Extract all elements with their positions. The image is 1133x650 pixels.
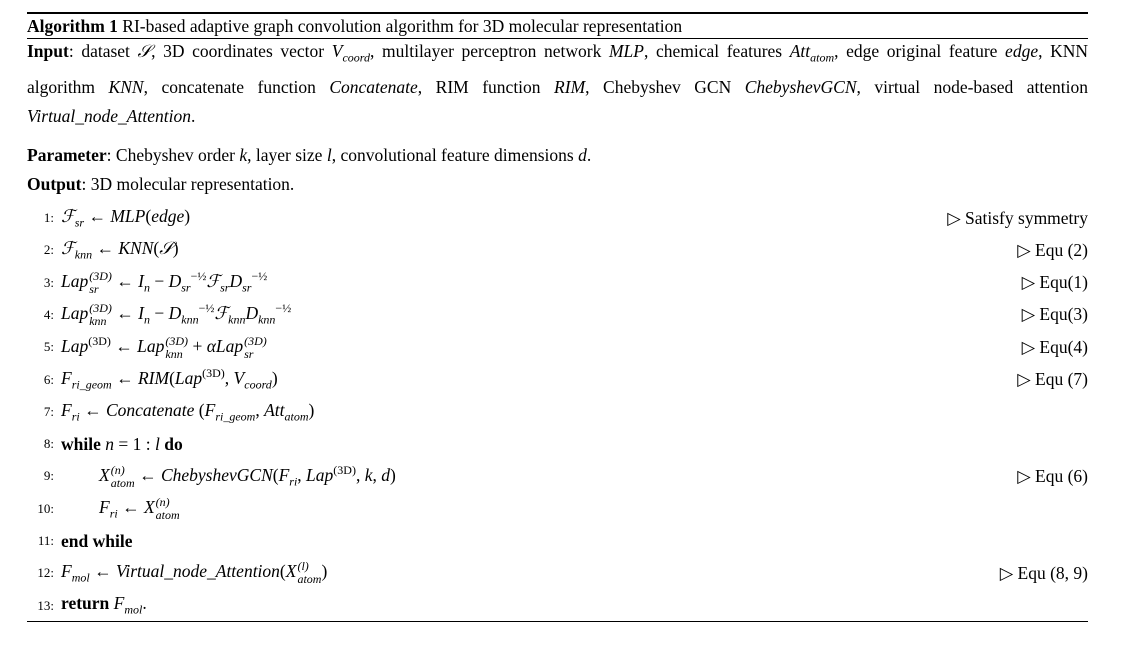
step-comment: ▷ Satisfy symmetry xyxy=(947,207,1088,228)
math-token: , Chebyshev GCN xyxy=(585,76,745,97)
math-token: F xyxy=(61,561,72,582)
subscript: n xyxy=(143,312,150,327)
subscript: ri_geom xyxy=(215,409,256,424)
math-token: , xyxy=(297,464,307,485)
algorithm-step xyxy=(27,202,1088,234)
top-rule xyxy=(27,12,1088,14)
algorithm-step xyxy=(27,525,1088,557)
step-expression xyxy=(61,434,1088,455)
sub-sup-stack xyxy=(156,496,180,522)
math-token: do xyxy=(164,433,183,454)
step-comment: ▷ Equ (6) xyxy=(1017,465,1088,486)
math-token: D xyxy=(229,271,243,292)
math-token: ( xyxy=(194,399,205,420)
algorithm-step xyxy=(27,460,1088,492)
superscript: (3D) xyxy=(333,462,356,477)
math-token: , xyxy=(224,368,234,389)
math-token: V xyxy=(233,368,245,389)
superscript: (3D) xyxy=(89,301,112,316)
subscript: knn xyxy=(228,312,246,327)
subscript: sr xyxy=(74,215,85,230)
math-token: k xyxy=(364,464,373,485)
math-token: Parameter xyxy=(27,145,107,165)
subscript: sr xyxy=(89,282,99,296)
superscript: (3D) xyxy=(89,269,112,283)
math-token: Att xyxy=(264,399,285,420)
superscript: −½ xyxy=(251,269,268,284)
subscript: sr xyxy=(244,346,254,361)
math-token: ← xyxy=(134,464,161,485)
math-token: : Chebyshev order xyxy=(106,145,240,165)
line-number: 3: xyxy=(43,274,54,290)
step-comment: ▷ Equ (8, 9) xyxy=(999,562,1088,583)
math-token: ( xyxy=(153,238,160,259)
algorithm-step xyxy=(27,493,1088,525)
math-token: Virtual_node_Attention xyxy=(27,105,191,126)
math-token: Lap xyxy=(174,368,203,389)
math-token: Lap xyxy=(61,335,89,356)
superscript: (3D) xyxy=(202,366,225,381)
math-token: − xyxy=(149,303,169,324)
math-token: Lap xyxy=(61,271,89,292)
math-token: 𝒮 xyxy=(159,238,173,259)
subscript: knn xyxy=(165,346,183,361)
math-token: D xyxy=(168,303,182,324)
subscript: knn xyxy=(74,247,93,262)
algorithm-step xyxy=(27,396,1088,428)
math-token: , KNN algorithm xyxy=(27,41,1089,97)
math-token: Concatenate xyxy=(105,399,195,420)
math-token: ← xyxy=(111,368,138,389)
subscript: atom xyxy=(284,409,309,424)
math-token: ← xyxy=(84,205,111,226)
math-token: ( xyxy=(169,368,175,389)
step-expression xyxy=(61,560,1000,586)
math-token: F xyxy=(99,496,110,517)
step-expression xyxy=(61,496,1088,522)
math-token: , edge original feature xyxy=(834,41,1006,61)
input-spec xyxy=(27,37,1088,131)
subscript: sr xyxy=(242,280,252,295)
math-token: , concatenate function xyxy=(143,76,330,97)
math-token: + xyxy=(188,335,207,356)
line-number: 11: xyxy=(37,533,54,548)
superscript: (n) xyxy=(110,462,125,477)
math-token: k xyxy=(239,145,248,165)
math-token: ) xyxy=(321,561,328,582)
superscript: (3D) xyxy=(244,333,267,348)
superscript: −½ xyxy=(190,269,207,284)
math-token: . xyxy=(142,593,147,614)
subscript: coord xyxy=(244,377,272,392)
algorithm-step xyxy=(27,234,1088,266)
math-token: = 1 : xyxy=(114,433,155,454)
superscript: (3D) xyxy=(165,333,189,348)
step-expression xyxy=(61,593,1088,618)
subscript: mol xyxy=(124,602,143,617)
line-number: 4: xyxy=(43,306,54,322)
sub-sup-stack xyxy=(244,335,267,361)
algorithm-label: Algorithm 1 xyxy=(27,16,118,36)
step-expression xyxy=(61,238,1017,263)
math-token: . xyxy=(190,105,196,126)
math-token: edge xyxy=(1005,41,1039,61)
math-token: ( xyxy=(272,464,279,485)
sub-sup-stack xyxy=(111,464,135,490)
math-token: X xyxy=(143,496,155,517)
math-token: ChebyshevGCN xyxy=(744,76,857,97)
subscript: ri xyxy=(71,409,80,424)
math-token: D xyxy=(245,303,259,324)
math-token: ) xyxy=(172,238,179,259)
line-number: 6: xyxy=(43,371,54,387)
line-number: 2: xyxy=(43,242,54,258)
math-token: , convolutional feature dimensions xyxy=(331,145,579,165)
math-token: , xyxy=(255,399,265,420)
step-comment: ▷ Equ (7) xyxy=(1017,369,1088,389)
math-token: : 3D molecular representation. xyxy=(81,174,295,194)
math-token: end while xyxy=(61,530,133,551)
line-number: 7: xyxy=(43,403,54,419)
math-token: d xyxy=(381,464,390,485)
math-token: ) xyxy=(389,464,396,485)
math-token: Att xyxy=(789,41,811,61)
superscript: (3D) xyxy=(88,333,111,348)
subscript: ri_geom xyxy=(71,377,112,392)
math-token: ← xyxy=(79,399,106,420)
math-token: V xyxy=(331,41,343,61)
math-token: n xyxy=(105,433,114,454)
math-token: return xyxy=(61,593,110,614)
math-token: Lap xyxy=(306,464,334,485)
math-token: , xyxy=(355,464,365,485)
subscript: ri xyxy=(289,474,298,489)
math-token: edge xyxy=(151,205,185,226)
math-token: X xyxy=(99,464,110,485)
math-token: KNN xyxy=(118,238,154,259)
step-expression xyxy=(61,463,1017,490)
math-token: ℱ xyxy=(61,238,75,259)
math-token: , layer size xyxy=(247,145,327,165)
math-token: l xyxy=(326,145,332,165)
math-token: . xyxy=(586,145,592,165)
math-token: ← xyxy=(117,496,144,517)
math-token: , chemical features xyxy=(643,41,790,61)
sub-sup-stack xyxy=(297,560,321,586)
math-token: , virtual node-based attention xyxy=(856,76,1088,97)
subscript: sr xyxy=(220,280,230,295)
math-token: F xyxy=(278,464,290,485)
algorithm-title: RI-based adaptive graph convolution algorithm for 3D molecular representation xyxy=(117,16,683,36)
algorithm-step xyxy=(27,299,1088,331)
step-comment: ▷ Equ(4) xyxy=(1021,336,1088,357)
sub-sup-stack xyxy=(165,335,188,361)
superscript: (n) xyxy=(155,494,170,509)
line-number: 5: xyxy=(43,339,54,355)
subscript: coord xyxy=(342,50,370,65)
algorithm-step xyxy=(27,267,1088,299)
subscript: sr xyxy=(181,280,191,295)
line-number: 8: xyxy=(43,436,54,452)
math-token: F xyxy=(61,399,72,420)
subscript: knn xyxy=(89,314,107,329)
line-number: 1: xyxy=(43,210,54,225)
math-token: RIM xyxy=(554,76,586,97)
step-expression xyxy=(61,334,1022,361)
math-token: − xyxy=(149,271,169,292)
math-token: , RIM function xyxy=(417,76,555,97)
math-token: : dataset xyxy=(68,41,138,61)
math-token: Virtual_node_Attention xyxy=(115,561,280,582)
math-token: ← xyxy=(89,561,116,582)
superscript: (l) xyxy=(297,559,309,574)
step-expression xyxy=(61,269,1022,296)
line-number: 13: xyxy=(37,597,54,613)
math-token: ← xyxy=(111,271,139,292)
parameter-spec xyxy=(27,141,1088,170)
subscript: mol xyxy=(71,570,90,585)
math-token: , xyxy=(372,464,382,485)
math-token: ) xyxy=(308,399,315,420)
math-token: ) xyxy=(271,368,278,389)
subscript: knn xyxy=(181,312,199,327)
math-token: ) xyxy=(184,205,191,226)
subscript: n xyxy=(143,280,150,295)
sub-sup-stack xyxy=(89,270,112,296)
algorithm-step xyxy=(27,428,1088,460)
step-expression xyxy=(61,366,1017,392)
line-number: 12: xyxy=(37,565,54,581)
math-token: F xyxy=(204,399,216,420)
algorithm-step xyxy=(27,557,1088,589)
math-token: ( xyxy=(145,205,152,226)
step-expression xyxy=(61,301,1022,328)
subscript: atom xyxy=(297,572,322,587)
output-spec xyxy=(27,170,1088,199)
math-token: Lap xyxy=(137,335,165,356)
step-expression xyxy=(61,206,947,231)
math-token: F xyxy=(113,593,125,614)
algorithm-caption xyxy=(27,16,1088,36)
math-token: ℱ xyxy=(61,205,75,226)
math-token: ( xyxy=(279,561,286,582)
math-token: ← xyxy=(92,238,119,259)
math-token: , 3D coordinates vector xyxy=(151,41,332,61)
subscript: atom xyxy=(110,475,135,490)
math-token: while xyxy=(61,433,101,454)
subscript: atom xyxy=(810,50,835,65)
bottom-rule xyxy=(27,621,1088,622)
step-comment: ▷ Equ (2) xyxy=(1017,239,1088,260)
sub-sup-stack xyxy=(89,302,112,328)
math-token: MLP xyxy=(608,41,644,61)
math-token: l xyxy=(154,433,160,454)
step-comment: ▷ Equ(3) xyxy=(1021,304,1088,325)
math-token: ℱ xyxy=(206,271,221,292)
step-expression xyxy=(61,400,1088,425)
math-token: MLP xyxy=(110,205,146,226)
math-token: ℱ xyxy=(214,303,229,324)
math-token: KNN xyxy=(108,76,144,97)
superscript: −½ xyxy=(198,301,215,316)
math-token: I xyxy=(138,303,144,324)
algorithm-step xyxy=(27,331,1088,363)
math-token: d xyxy=(578,145,587,165)
subscript: atom xyxy=(155,507,180,522)
math-token: , multilayer perceptron network xyxy=(370,41,609,61)
subscript: knn xyxy=(258,312,276,327)
step-comment: ▷ Equ(1) xyxy=(1021,272,1088,293)
math-token: D xyxy=(168,271,182,292)
math-token: RIM xyxy=(137,368,170,389)
superscript: −½ xyxy=(275,301,292,316)
line-number: 9: xyxy=(43,468,54,484)
math-token: Output xyxy=(27,174,82,194)
math-token: ← xyxy=(111,303,139,324)
math-token: I xyxy=(138,271,144,292)
math-token: αLap xyxy=(206,335,244,356)
math-token: Lap xyxy=(61,303,89,324)
line-number: 10: xyxy=(37,500,54,516)
math-token: F xyxy=(61,368,72,389)
math-token: Concatenate xyxy=(329,76,418,97)
algorithm-step xyxy=(27,590,1088,622)
subscript: ri xyxy=(109,506,118,521)
step-expression xyxy=(61,531,1088,552)
math-token: Input xyxy=(27,41,69,61)
math-token: 𝒮 xyxy=(137,41,152,61)
math-token: ← xyxy=(110,335,138,356)
algorithm-step xyxy=(27,364,1088,396)
math-token: ChebyshevGCN xyxy=(160,464,273,485)
math-token: X xyxy=(285,561,297,582)
